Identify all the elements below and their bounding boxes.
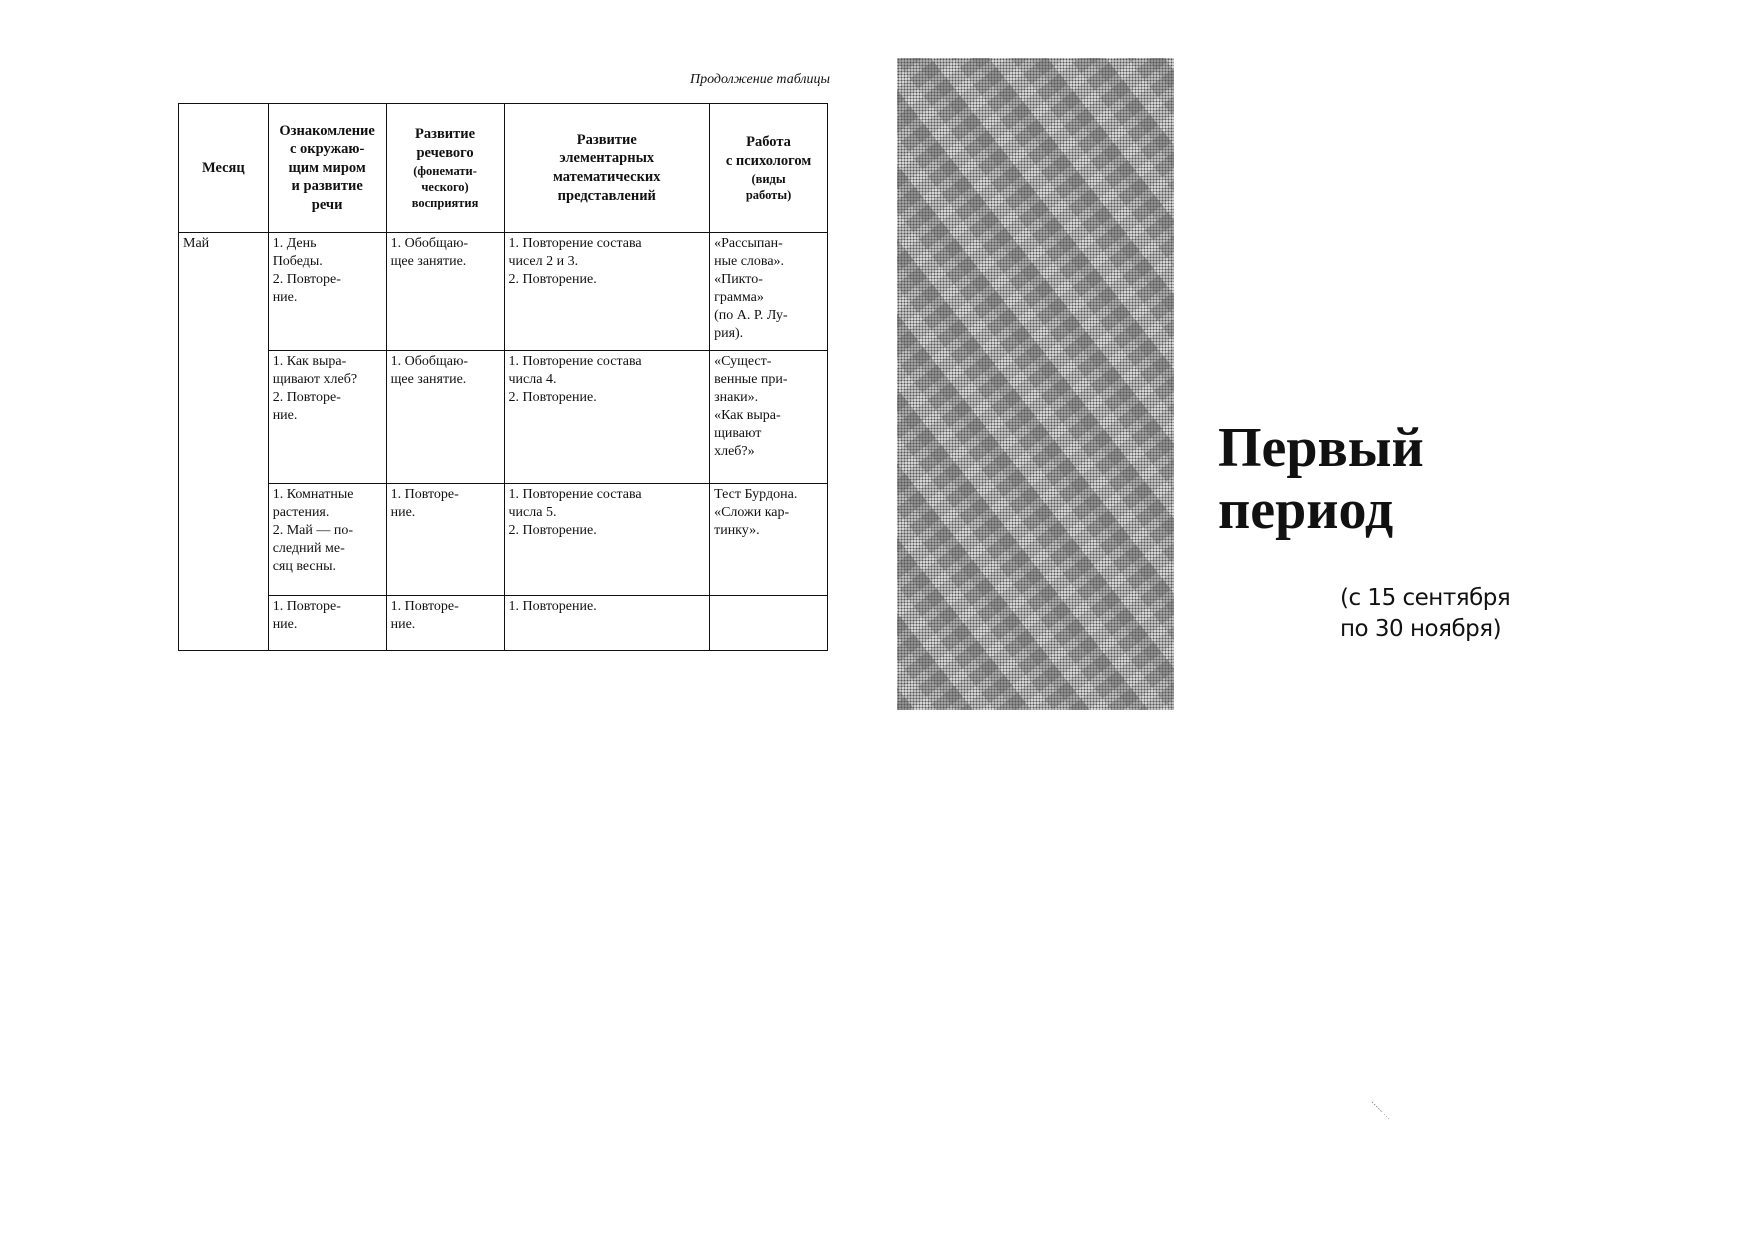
- text-line: 1. Повторе-: [390, 599, 459, 614]
- text-line: щее занятие.: [390, 371, 467, 387]
- cell-world: [268, 484, 386, 596]
- text-line: Тест Бурдона.: [714, 487, 798, 502]
- header-month: [179, 104, 269, 233]
- cell-psych: [710, 351, 828, 484]
- period-title: [1218, 418, 1558, 541]
- text-line: 1. Как выра-: [272, 354, 347, 369]
- text-line: сяц весны.: [272, 558, 337, 574]
- text-line: 2. Повторе-: [272, 271, 341, 287]
- cell-math: [504, 351, 710, 484]
- cell-speech: [386, 484, 504, 596]
- cell-psych: [710, 596, 828, 651]
- text-line: венные при-: [714, 371, 788, 387]
- text-line: 1. Повторе-: [272, 599, 341, 614]
- text-line: 2. Повторение.: [508, 389, 597, 405]
- text-line: следний ме-: [272, 540, 345, 556]
- scan-speck-marks: [1370, 1100, 1392, 1122]
- text-line: 1. Повторение состава: [508, 236, 642, 251]
- table-row: [179, 233, 828, 351]
- text-line: хлеб?»: [714, 443, 755, 459]
- table-row: [179, 596, 828, 651]
- cell-math: [504, 484, 710, 596]
- cell-speech: [386, 351, 504, 484]
- cell-psych: [710, 484, 828, 596]
- cell-speech: [386, 596, 504, 651]
- text-line: Работа: [746, 134, 791, 151]
- text-line: Развитие: [415, 126, 476, 143]
- text-line: (фонемати-: [413, 163, 477, 178]
- text-line: представлений: [557, 187, 656, 204]
- text-line: растения.: [272, 504, 330, 520]
- text-line: «Пикто-: [714, 271, 763, 287]
- text-line: Победы.: [272, 253, 323, 269]
- text-line: «Сложи кар-: [714, 504, 790, 520]
- text-line: ние.: [272, 407, 298, 423]
- decorative-texture-image: [897, 58, 1174, 710]
- text-line: (с 15 сентября: [1340, 585, 1511, 611]
- text-line: с окружаю-: [290, 141, 365, 158]
- schedule-table: [178, 103, 828, 651]
- text-line: щивают хлеб?: [272, 371, 358, 387]
- cell-world: [268, 351, 386, 484]
- text-line: «Как выра-: [714, 407, 781, 423]
- table-row: [179, 484, 828, 596]
- text-line: ние.: [272, 616, 298, 632]
- text-line: и развитие: [291, 178, 363, 195]
- period-dates: [1340, 583, 1600, 645]
- text-line: тинку».: [714, 522, 760, 538]
- text-line: (по А. Р. Лу-: [714, 307, 788, 323]
- text-line: элементарных: [559, 150, 655, 167]
- cell-math: [504, 233, 710, 351]
- text-line: ние.: [390, 616, 416, 632]
- header-psych: [710, 104, 828, 233]
- text-line: период: [1218, 478, 1394, 541]
- text-line: Развитие: [576, 131, 637, 148]
- text-line: ные слова».: [714, 253, 785, 269]
- header-world: [268, 104, 386, 233]
- text-line: числа 4.: [508, 371, 557, 387]
- text-line: речи: [311, 196, 343, 213]
- text-line: «Рассыпан-: [714, 236, 783, 251]
- text-line: знаки».: [714, 389, 759, 405]
- text-line: 2. Повторение.: [508, 271, 597, 287]
- text-line: Ознакомление: [279, 122, 375, 139]
- text-line: 1. День: [272, 236, 317, 251]
- text-line: 2. Повторе-: [272, 389, 341, 405]
- text-line: 1. Повторе-: [390, 487, 459, 502]
- text-line: по 30 ноября): [1340, 616, 1502, 643]
- text-line: ческого): [421, 179, 469, 194]
- text-line: Первый: [1218, 417, 1424, 479]
- text-line: речевого: [416, 145, 474, 161]
- text-line: «Сущест-: [714, 354, 772, 369]
- text-line: 1. Обобщаю-: [390, 354, 469, 369]
- text-line: щим миром: [288, 159, 366, 176]
- text-line: 2. Повторение.: [508, 522, 597, 538]
- text-line: математических: [553, 169, 661, 185]
- text-line: (виды: [751, 171, 786, 186]
- text-line: 1. Комнатные: [272, 487, 354, 502]
- cell-psych: [710, 233, 828, 351]
- cell-speech: [386, 233, 504, 351]
- text-line: 2. Май — по-: [272, 522, 353, 538]
- text-line: чисел 2 и 3.: [508, 253, 579, 269]
- text-line: числа 5.: [508, 504, 557, 520]
- table-continued-caption: Продолжение таблицы: [689, 72, 830, 87]
- table-row: [179, 351, 828, 484]
- header-speech: [386, 104, 504, 233]
- header-math: [504, 104, 710, 233]
- text-line: ние.: [272, 289, 298, 305]
- table-header-row: [179, 104, 828, 233]
- text-line: работы): [745, 187, 792, 202]
- text-line: с психологом: [725, 153, 812, 169]
- text-line: грамма»: [714, 289, 764, 305]
- text-line: Месяц: [201, 159, 245, 176]
- cell-world: [268, 233, 386, 351]
- text-line: ние.: [390, 504, 416, 520]
- month-cell: Май: [179, 233, 269, 651]
- text-line: 1. Обобщаю-: [390, 236, 469, 251]
- cell-math: [504, 596, 710, 651]
- text-line: 1. Повторение состава: [508, 354, 642, 369]
- text-line: 1. Повторение.: [508, 599, 597, 614]
- text-line: щее занятие.: [390, 253, 467, 269]
- text-line: восприятия: [411, 195, 479, 210]
- cell-world: [268, 596, 386, 651]
- text-line: 1. Повторение состава: [508, 487, 642, 502]
- text-line: щивают: [714, 425, 762, 441]
- text-line: рия).: [714, 325, 744, 341]
